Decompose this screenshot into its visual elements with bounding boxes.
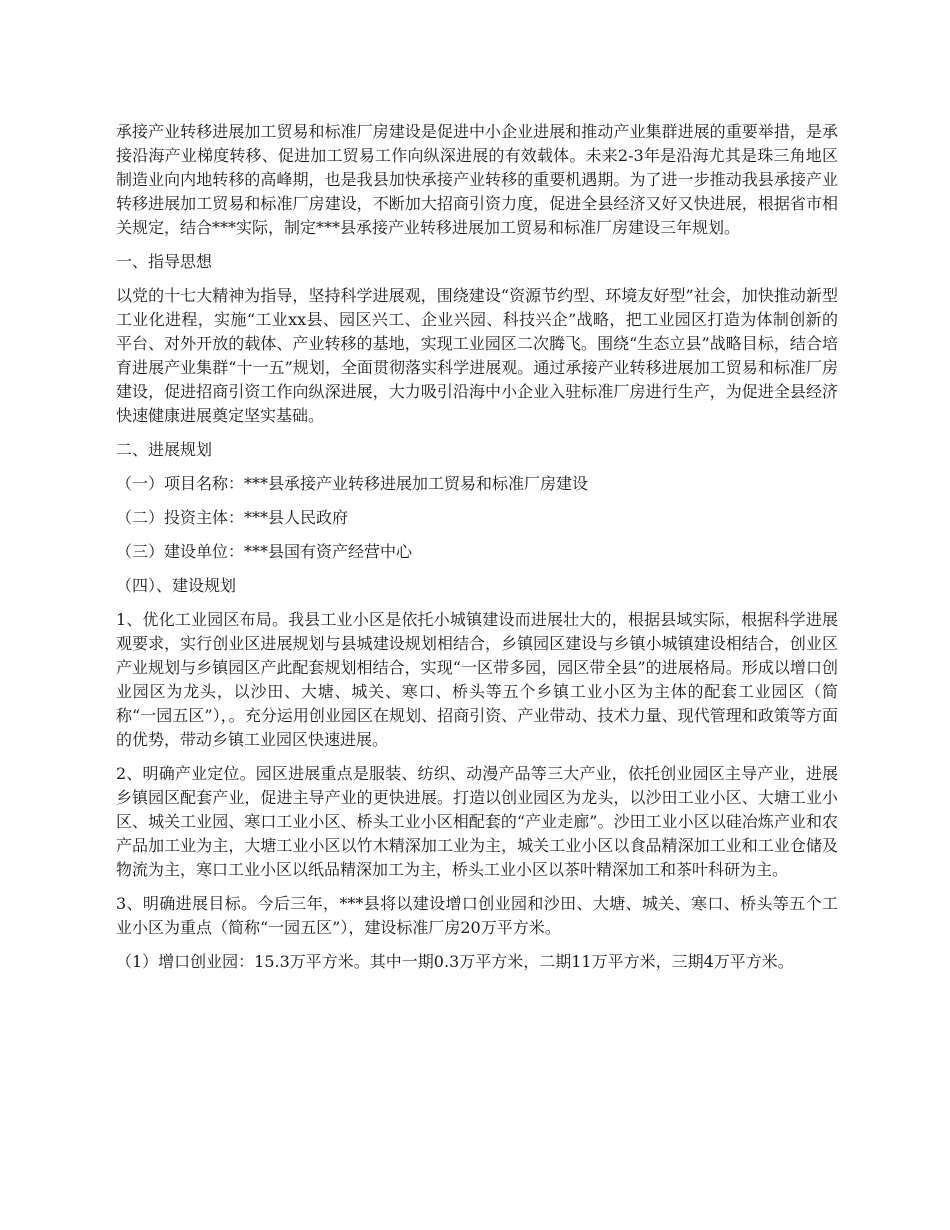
construction-plan-item: （四）、建设规划 bbox=[116, 576, 237, 595]
section-heading-guiding-ideology: 一、指导思想 bbox=[116, 252, 213, 271]
guiding-ideology-paragraph: 以党的十七大精神为指导，坚持科学进展观，围绕建设“资源节约型、环境友好型”社会，加快推动新型工业化进程，实施“工业xx县、园区兴工、企业兴园、科技兴企”战略，把工业园区打造为体制创新的平台、对外开放的载体、产业转移的基地，实现工业园区二次腾飞。围绕“生态立县”战略目标，结合培育进展产业集群“十一五”规划，全面贯彻落实科学进展观。通过承接产业转移进展加工贸易和标准厂房建设，促进招商引资工作向纵深进展，大力吸引沿海中小企业入驻标准厂房进行生产，为促进全县经济快速健康进展奠定坚实基础。 bbox=[116, 286, 838, 425]
startup-park-paragraph: （1）增口创业园：15.3万平方米。其中一期0.3万平方米，二期11万平方米，三期4万平方米。 bbox=[116, 952, 794, 971]
industry-positioning-paragraph: 2、明确产业定位。园区进展重点是服装、纺织、动漫产品等三大产业，依托创业园区主导产业，进展乡镇园区配套产业，促进主导产业的更快进展。打造以创业园区为龙头，以沙田工业小区、大塘工业小区、城关工业园、寒口工业小区、桥头工业小区相配套的“产业走廊”。沙田工业小区以硅冶炼产业和农产品加工业为主，大塘工业小区以竹木精深加工业为主，城关工业小区以食品精深加工业和工业仓储及物流为主，寒口工业小区以纸品精深加工为主，桥头工业小区以茶叶精深加工和茶叶科研为主。 bbox=[116, 764, 838, 879]
layout-optimization-paragraph: 1、优化工业园区布局。我县工业小区是依托小城镇建设而进展壮大的，根据县域实际，根据科学进展观要求，实行创业区进展规划与县城建设规划相结合，乡镇园区建设与乡镇小城镇建设相结合，创业区产业规划与乡镇园区产此配套规划相结合，实现“一区带多园，园区带全县”的进展格局。形成以增口创业园区为龙头，以沙田、大塘、城关、寒口、桥头等五个乡镇工业小区为主体的配套工业园区（简称“一园五区”），。充分运用创业园区在规划、招商引资、产业带动、技术力量、现代管理和政策等方面的优势，带动乡镇工业园区快速进展。 bbox=[116, 610, 838, 749]
intro-paragraph: 承接产业转移进展加工贸易和标准厂房建设是促进中小企业进展和推动产业集群进展的重要举措，是承接沿海产业梯度转移、促进加工贸易工作向纵深进展的有效载体。未来2-3年是沿海尤其是珠三角地区制造业向内地转移的高峰期，也是我县加快承接产业转移的重要机遇期。为了进一步推动我县承接产业转移进展加工贸易和标准厂房建设，不断加大招商引资力度，促进全县经济又好又快进展，根据省市相关规定，结合***实际，制定***县承接产业转移进展加工贸易和标准厂房建设三年规划。 bbox=[116, 122, 838, 237]
project-name-item: （一）项目名称：***县承接产业转移进展加工贸易和标准厂房建设 bbox=[116, 474, 589, 493]
investor-item: （二）投资主体：***县人民政府 bbox=[116, 508, 349, 527]
construction-unit-item: （三）建设单位：***县国有资产经营中心 bbox=[116, 542, 413, 561]
development-goals-paragraph: 3、明确进展目标。今后三年，***县将以建设增口创业园和沙田、大塘、城关、寒口、桥头等五个工业小区为重点（简称“一园五区”），建设标准厂房20万平方米。 bbox=[116, 894, 838, 937]
document-page bbox=[116, 120, 838, 984]
section-heading-development-plan: 二、进展规划 bbox=[116, 440, 213, 459]
